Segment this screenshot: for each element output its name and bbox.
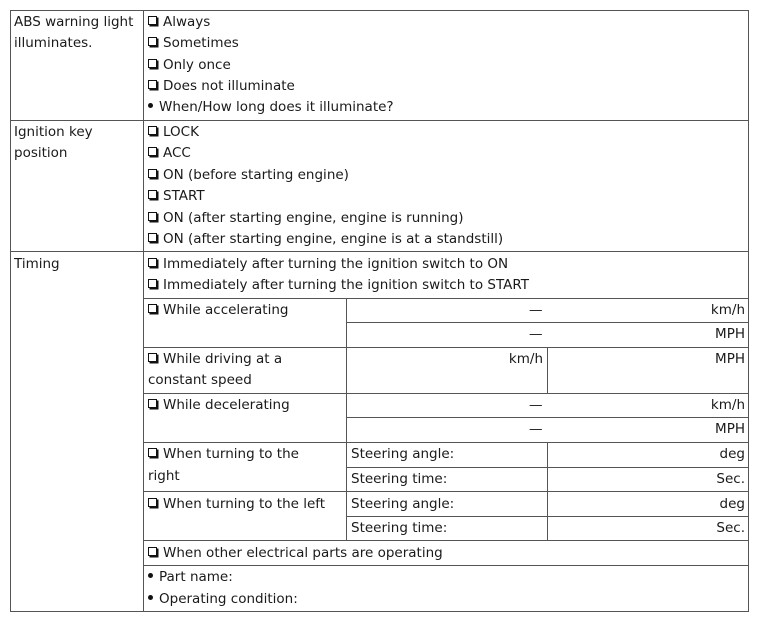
turn-right-angle-unit: deg xyxy=(719,446,745,462)
decel-mph-dash[interactable]: — xyxy=(529,421,543,437)
turn-right-time-unit: Sec. xyxy=(716,471,745,487)
turn-left-time-unit: Sec. xyxy=(716,520,745,536)
ignition-option-on-standstill[interactable]: ON (after starting engine, engine is at a standstill) xyxy=(148,229,503,250)
row-divider xyxy=(10,251,749,252)
operating-condition-field[interactable]: Operating condition: xyxy=(148,589,298,610)
timing-option-other-electrical[interactable]: When other electrical parts are operating xyxy=(148,543,443,564)
turn-left-angle-unit: deg xyxy=(719,496,745,512)
checkbox[interactable] xyxy=(148,169,157,178)
checkbox[interactable] xyxy=(148,212,157,221)
border-left xyxy=(10,10,11,612)
checkbox[interactable] xyxy=(148,304,157,313)
sub-divider xyxy=(143,298,749,299)
timing-option-turn-right[interactable]: When turning to the xyxy=(148,444,299,465)
sub-column-divider xyxy=(547,442,548,541)
timing-option-constant-speed[interactable]: While driving at a xyxy=(148,349,282,370)
sub-column-divider xyxy=(547,347,548,393)
accel-mph-unit: MPH xyxy=(715,326,745,342)
sub-divider xyxy=(143,393,749,394)
decel-kmh-unit: km/h xyxy=(710,397,745,413)
turn-right-label-line2: right xyxy=(148,468,180,484)
decel-kmh-dash[interactable]: — xyxy=(529,397,543,413)
checkbox[interactable] xyxy=(148,126,157,135)
checkbox[interactable] xyxy=(148,190,157,199)
timing-option-decelerating[interactable]: While decelerating xyxy=(148,395,290,416)
sub-divider xyxy=(346,322,749,323)
part-name-field[interactable]: Part name: xyxy=(148,567,233,588)
decel-mph-unit: MPH xyxy=(715,421,745,437)
border-top xyxy=(10,10,749,11)
sub-divider xyxy=(143,540,749,541)
ignition-option-on-running[interactable]: ON (after starting engine, engine is running) xyxy=(148,208,464,229)
checkbox[interactable] xyxy=(148,233,157,242)
turn-right-time-label: Steering time: xyxy=(351,471,448,487)
timing-option-ign-start[interactable]: Immediately after turning the ignition switch to START xyxy=(148,275,529,296)
checkbox[interactable] xyxy=(148,80,157,89)
checkbox[interactable] xyxy=(148,16,157,25)
abs-question: When/How long does it illuminate? xyxy=(148,97,394,118)
accel-kmh-unit: km/h xyxy=(710,302,745,318)
timing-label: Timing xyxy=(14,256,60,272)
accel-mph-dash[interactable]: — xyxy=(529,326,543,342)
sub-divider xyxy=(346,417,749,418)
column-divider xyxy=(143,10,144,612)
abs-label-line2: illuminates. xyxy=(14,35,93,51)
abs-option-only-once[interactable]: Only once xyxy=(148,55,231,76)
ignition-label-line1: Ignition key xyxy=(14,124,93,140)
abs-option-sometimes[interactable]: Sometimes xyxy=(148,33,239,54)
checkbox[interactable] xyxy=(148,59,157,68)
ignition-option-on-before[interactable]: ON (before starting engine) xyxy=(148,165,349,186)
sub-divider xyxy=(143,442,749,443)
ignition-option-acc[interactable]: ACC xyxy=(148,143,191,164)
sub-divider xyxy=(143,347,749,348)
accel-kmh-dash[interactable]: — xyxy=(529,302,543,318)
checkbox[interactable] xyxy=(148,258,157,267)
timing-option-accelerating[interactable]: While accelerating xyxy=(148,300,288,321)
row-divider xyxy=(10,120,749,121)
checkbox[interactable] xyxy=(148,547,157,556)
ignition-label-line2: position xyxy=(14,145,68,161)
sub-column-divider xyxy=(346,298,347,541)
checkbox[interactable] xyxy=(148,448,157,457)
bullet-icon xyxy=(148,103,153,108)
turn-left-angle-label: Steering angle: xyxy=(351,496,455,512)
sub-divider xyxy=(143,491,749,492)
checkbox[interactable] xyxy=(148,37,157,46)
bullet-icon xyxy=(148,573,153,578)
constant-mph-unit: MPH xyxy=(715,351,745,367)
checkbox[interactable] xyxy=(148,353,157,362)
checkbox[interactable] xyxy=(148,399,157,408)
turn-left-time-label: Steering time: xyxy=(351,520,448,536)
abs-option-does-not-illuminate[interactable]: Does not illuminate xyxy=(148,76,295,97)
sub-divider xyxy=(143,565,749,566)
turn-right-angle-label: Steering angle: xyxy=(351,446,455,462)
border-bottom xyxy=(10,611,749,612)
ignition-option-lock[interactable]: LOCK xyxy=(148,122,199,143)
ignition-option-start[interactable]: START xyxy=(148,186,205,207)
checkbox[interactable] xyxy=(148,279,157,288)
bullet-icon xyxy=(148,595,153,600)
checkbox[interactable] xyxy=(148,498,157,507)
abs-option-always[interactable]: Always xyxy=(148,12,210,33)
constant-kmh-unit: km/h xyxy=(508,351,543,367)
timing-option-turn-left[interactable]: When turning to the left xyxy=(148,494,325,515)
abs-label-line1: ABS warning light xyxy=(14,14,134,30)
border-right xyxy=(748,10,749,612)
checkbox[interactable] xyxy=(148,147,157,156)
constant-speed-label-line2: constant speed xyxy=(148,372,252,388)
timing-option-ign-on[interactable]: Immediately after turning the ignition switch to ON xyxy=(148,254,508,275)
